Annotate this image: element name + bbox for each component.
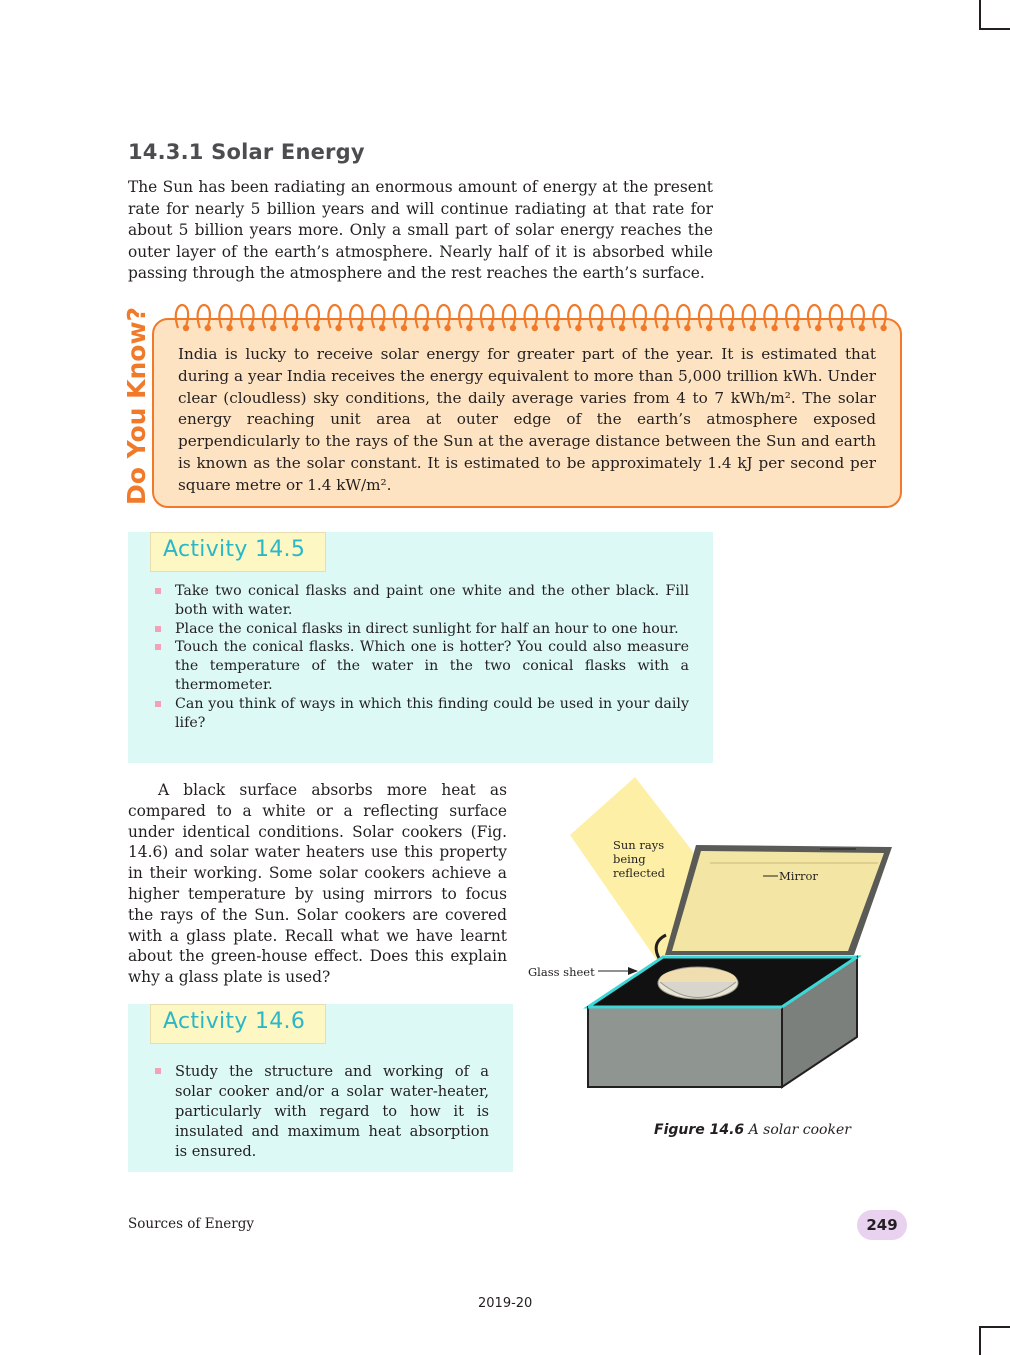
spiral-hole bbox=[444, 325, 450, 331]
bullet-icon bbox=[155, 644, 161, 650]
spiral-loop bbox=[590, 305, 602, 328]
spiral-loop bbox=[568, 305, 580, 328]
spiral-hole bbox=[183, 325, 189, 331]
footer-year: 2019-20 bbox=[478, 1296, 533, 1311]
spiral-loop bbox=[241, 305, 253, 328]
spiral-hole bbox=[815, 325, 821, 331]
label-glass-sheet: Glass sheet bbox=[528, 965, 595, 979]
crop-mark-bottom-right-h bbox=[979, 1326, 1010, 1328]
bullet-icon bbox=[155, 1068, 161, 1074]
spiral-hole bbox=[401, 325, 407, 331]
page-number-badge: 249 bbox=[857, 1210, 907, 1240]
activity-list bbox=[149, 1062, 489, 1162]
activity-list bbox=[149, 582, 689, 732]
spiral-binding-decoration bbox=[170, 298, 890, 336]
spiral-loop bbox=[808, 305, 820, 328]
cooker-box-front bbox=[588, 1007, 782, 1087]
list-item: Can you think of ways in which this finding could be used in your daily life? bbox=[149, 695, 689, 733]
spiral-hole bbox=[466, 325, 472, 331]
list-item: Place the conical flasks in direct sunlight for half an hour to one hour. bbox=[149, 620, 689, 639]
spiral-loop bbox=[263, 305, 275, 328]
spiral-loop bbox=[546, 305, 558, 328]
figure-caption: Figure 14.6 A solar cooker bbox=[654, 1122, 851, 1138]
spiral-loop bbox=[198, 305, 210, 328]
spiral-loop bbox=[437, 305, 449, 328]
intro-paragraph: The Sun has been radiating an enormous amount of energy at the present rate for nearly 5 billion years and will continue radiating at that rate for about 5 billion years more. Only a small part of solar energy reaches the outer layer of the earth’s atmosphere. Nearly half of it is absorbed while passing through the atmosphere and the rest reaches the earth’s surface. bbox=[128, 178, 713, 283]
activity-title: Activity 14.5 bbox=[150, 532, 326, 572]
spiral-hole bbox=[880, 325, 886, 331]
spiral-loop bbox=[655, 305, 667, 328]
spiral-loop bbox=[764, 305, 776, 328]
spiral-loop bbox=[699, 305, 711, 328]
spiral-hole bbox=[510, 325, 516, 331]
activity-box-14-5 bbox=[128, 532, 713, 763]
spiral-hole bbox=[205, 325, 211, 331]
spiral-hole bbox=[706, 325, 712, 331]
bullet-icon bbox=[155, 701, 161, 707]
spiral-hole bbox=[335, 325, 341, 331]
list-item: Study the structure and working of a solar cooker and/or a solar water-heater, particularly with regard to how it is insulated and maximum heat absorption is ensured. bbox=[149, 1062, 489, 1162]
spiral-hole bbox=[575, 325, 581, 331]
spiral-hole bbox=[750, 325, 756, 331]
spiral-loop bbox=[873, 305, 885, 328]
spiral-hole bbox=[357, 325, 363, 331]
label-reflected: reflected bbox=[613, 866, 666, 880]
spiral-loop bbox=[830, 305, 842, 328]
spiral-hole bbox=[859, 325, 865, 331]
label-mirror: Mirror bbox=[779, 869, 818, 883]
spiral-hole bbox=[314, 325, 320, 331]
spiral-hole bbox=[532, 325, 538, 331]
spiral-hole bbox=[793, 325, 799, 331]
bullet-icon bbox=[155, 626, 161, 632]
spiral-loop bbox=[743, 305, 755, 328]
activity-box-14-6 bbox=[128, 1004, 513, 1172]
list-item: Take two conical flasks and paint one white and the other black. Fill both with water. bbox=[149, 582, 689, 620]
spiral-loop bbox=[219, 305, 231, 328]
spiral-loop bbox=[852, 305, 864, 328]
activity-title: Activity 14.6 bbox=[150, 1004, 326, 1044]
mirror-surface bbox=[672, 851, 884, 951]
spiral-loop bbox=[677, 305, 689, 328]
label-sun-rays: Sun rays bbox=[613, 838, 665, 852]
spiral-hole bbox=[226, 325, 232, 331]
footer-chapter-name: Sources of Energy bbox=[128, 1216, 254, 1232]
spiral-loop bbox=[459, 305, 471, 328]
spiral-hole bbox=[619, 325, 625, 331]
spiral-hole bbox=[270, 325, 276, 331]
spiral-hole bbox=[248, 325, 254, 331]
spiral-loop bbox=[307, 305, 319, 328]
spiral-loop bbox=[786, 305, 798, 328]
spiral-hole bbox=[771, 325, 777, 331]
spiral-hole bbox=[292, 325, 298, 331]
spiral-loop bbox=[350, 305, 362, 328]
crop-mark-top-right-v bbox=[979, 0, 981, 30]
spiral-hole bbox=[488, 325, 494, 331]
spiral-loop bbox=[394, 305, 406, 328]
spiral-loop bbox=[634, 305, 646, 328]
spiral-loop bbox=[481, 305, 493, 328]
spiral-hole bbox=[728, 325, 734, 331]
bullet-icon bbox=[155, 588, 161, 594]
spiral-loop bbox=[328, 305, 340, 328]
spiral-loop bbox=[503, 305, 515, 328]
spiral-loop bbox=[372, 305, 384, 328]
spiral-hole bbox=[837, 325, 843, 331]
body-paragraph: A black surface absorbs more heat as compared to a white or a reflecting surface under identical conditions. Solar cookers (Fig. 14.6) and solar water heaters use this property in their working. Some solar cookers achieve a higher temperature by using mirrors to focus the rays of the Sun. Solar cookers are covered with a glass plate. Recall what we have learnt about the green-house effect. Does this explain why a glass plate is used? bbox=[128, 781, 507, 987]
solar-cooker-figure bbox=[520, 775, 915, 1115]
section-title: 14.3.1 Solar Energy bbox=[128, 140, 365, 164]
spiral-loop bbox=[285, 305, 297, 328]
spiral-hole bbox=[423, 325, 429, 331]
label-being: being bbox=[613, 852, 646, 866]
spiral-loop bbox=[176, 305, 188, 328]
do-you-know-text: India is lucky to receive solar energy for greater part of the year. It is estimated that during a year India receives the energy equivalent to more than 5,000 trillion kWh. Under clear (cloudless) sky conditions, the daily average varies from 4 to 7 kWh/m². The solar energy reaching unit area at outer edge of the earth’s atmosphere exposed perpendicularly to the rays of the Sun at the average distance between the Sun and earth is known as the solar constant. It is estimated to be approximately 1.4 kJ per second per square metre or 1.4 kW/m². bbox=[178, 345, 876, 494]
do-you-know-label: Do You Know? bbox=[122, 306, 151, 505]
crop-mark-top-right-h bbox=[979, 28, 1010, 30]
list-item: Touch the conical flasks. Which one is hotter? You could also measure the temperature of the water in the two conical flasks with a thermometer. bbox=[149, 638, 689, 694]
spiral-loop bbox=[525, 305, 537, 328]
spiral-hole bbox=[662, 325, 668, 331]
spiral-hole bbox=[597, 325, 603, 331]
spiral-loop bbox=[612, 305, 624, 328]
spiral-hole bbox=[641, 325, 647, 331]
spiral-hole bbox=[553, 325, 559, 331]
spiral-loop bbox=[416, 305, 428, 328]
spiral-hole bbox=[684, 325, 690, 331]
spiral-hole bbox=[379, 325, 385, 331]
spiral-loop bbox=[721, 305, 733, 328]
crop-mark-bottom-right-v bbox=[979, 1326, 981, 1355]
